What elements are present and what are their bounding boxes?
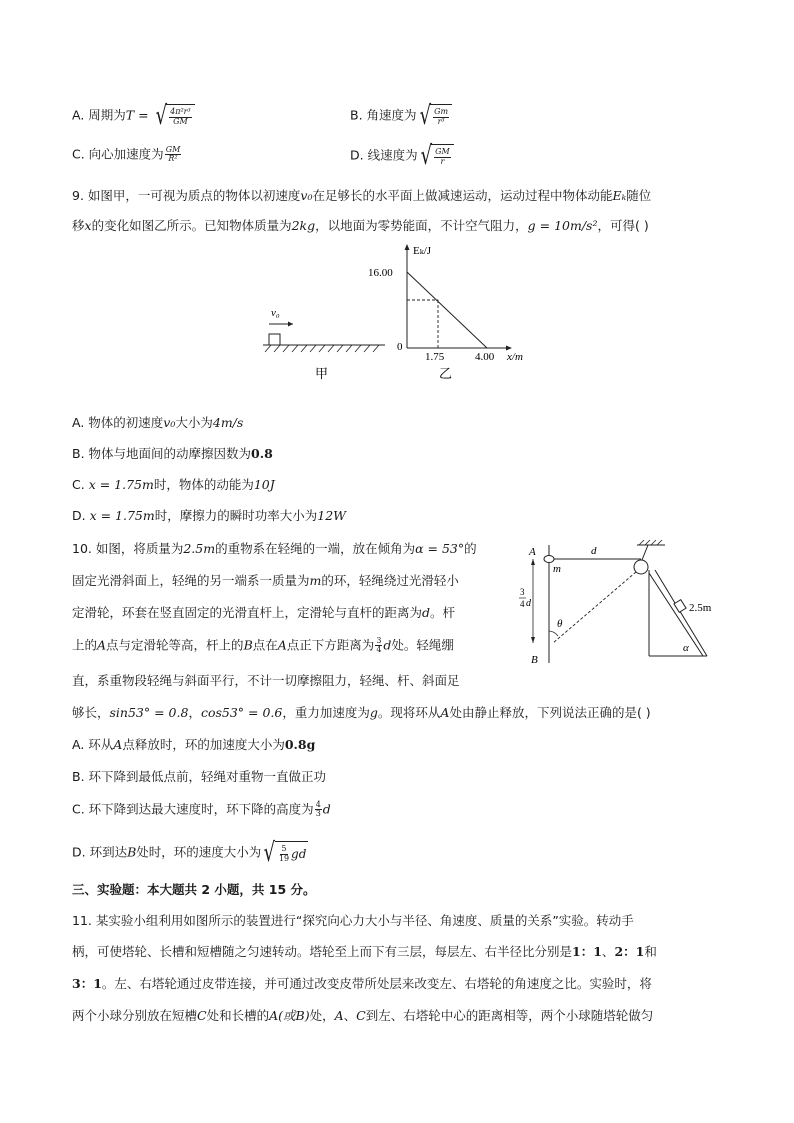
label-A: A <box>529 546 536 558</box>
q9-stem-line1: 9. 如图甲，一可视为质点的物体以初速度v₀在足够长的水平面上做减速运动，运动过程中物体动能Eₖ随位 <box>72 188 652 203</box>
height-num: 3 <box>520 587 525 597</box>
sqrt-expression: √ $\frac{5}{19}$ gd <box>263 838 307 868</box>
rope-to-weight <box>649 573 703 656</box>
q11-stem-line2: 柄，可使塔轮、长槽和短槽随之匀速转动。塔轮至上而下有三层，每层左、右半径比分别是1：1、2：1和 <box>72 944 657 959</box>
pulley-bracket <box>642 545 648 560</box>
figure-jia <box>263 307 385 380</box>
q11-stem-line3: 3：1。左、右塔轮通过皮带连接，并可通过改变皮带所处层来改变左、右塔轮的角速度之比。实验时，将 <box>72 976 652 991</box>
v0-label: v₀ <box>271 307 280 319</box>
sqrt-expression: √ $\frac{GM}{r}$ <box>418 144 454 168</box>
label-B: B <box>531 654 538 666</box>
label-alpha: α <box>683 642 689 654</box>
rope-dashed <box>553 572 636 643</box>
caption-jia: 甲 <box>315 366 329 380</box>
option-8d: D. 线速度为 √ $\frac{GM}{r}$ <box>350 144 454 168</box>
q9-stem-line2: 移x的变化如图乙所示。已知物体质量为2kg，以地面为零势能面，不计空气阻力，g = 10m/s²，可得( ) <box>72 218 649 233</box>
q9-figure <box>255 240 545 380</box>
q9-option-d: D. x = 1.75m时，摩擦力的瞬时功率大小为12W <box>72 508 347 523</box>
q9-option-b: B. 物体与地面间的动摩擦因数为0.8 <box>72 446 273 461</box>
ring <box>544 556 554 563</box>
y-tick-16: 16.00 <box>368 267 393 279</box>
q10-stem-line6: 够长，sin53° = 0.8，cos53° = 0.6，重力加速度为g。现将环从A处由静止释放，下列说法正确的是( ) <box>72 705 651 720</box>
caption-yi: 乙 <box>439 366 453 380</box>
sqrt-expression: √ $\frac{Gm}{\text{r³}}$ <box>417 104 453 128</box>
height-den: 4 <box>520 599 525 609</box>
q10-option-d: D. 环到达B处时，环的速度大小为 √ $\frac{5}{19}$ gd <box>72 838 307 868</box>
q10-figure <box>515 535 745 675</box>
q9-option-a: A. 物体的初速度v₀大小为4m/s <box>72 415 244 430</box>
q11-stem-line4: 两个小球分别放在短槽C处和长槽的A(或B)处，A、C到左、右塔轮中心的距离相等，两个小球随塔轮做匀 <box>72 1008 654 1023</box>
ground-hatch <box>265 345 379 352</box>
section-heading: 三、实验题：本大题共 2 小题，共 15 分。 <box>72 882 316 897</box>
q10-stem-line2: 固定光滑斜面上，轻绳的另一端系一质量为m的环，轻绳绕过光滑轻小 <box>72 573 459 588</box>
q11-stem-line1: 11. 某实验小组利用如图所示的装置进行“探究向心力大小与半径、角速度、质量的关系”实验。转动手 <box>72 913 634 928</box>
q10-stem-line3: 定滑轮，环套在竖直固定的光滑直杆上，定滑轮与直杆的距离为d。杆 <box>72 605 456 620</box>
q9-option-c: C. x = 1.75m时，物体的动能为10J <box>72 477 275 492</box>
q10-stem-line1: 10. 如图，将质量为2.5m的重物系在轻绳的一端，放在倾角为α = 53°的 <box>72 541 477 556</box>
pulley <box>634 560 648 574</box>
label-mass: 2.5m <box>689 602 712 614</box>
figure-yi <box>368 244 523 380</box>
x-tick-400: 4.00 <box>475 351 495 363</box>
q10-stem-line4: 上的A点与定滑轮等高，杆上的B点在A点正下方距离为 $\frac{3}{4}$ d处。轻绳绷 <box>72 636 454 655</box>
q10-stem-line5: 直，系重物段轻绳与斜面平行，不计一切摩擦阻力，轻绳、杆、斜面足 <box>72 673 460 688</box>
label-theta: θ <box>557 618 563 630</box>
theta-arc <box>549 631 558 636</box>
option-8a: A. 周期为T = √ $\frac{\text{4π²r³}}{GM}$ <box>72 104 195 128</box>
q10-option-b: B. 环下降到最低点前，轻绳对重物一直做正功 <box>72 769 327 784</box>
weight-block <box>674 600 686 613</box>
sqrt-expression: √ $\frac{\text{4π²r³}}{GM}$ <box>153 104 195 128</box>
y-axis-label: Eₖ/J <box>413 245 432 257</box>
x-tick-175: 1.75 <box>425 351 445 363</box>
q10-option-c: C. 环下降到达最大速度时，环下降的高度为 $\frac{4}{3}$ d <box>72 800 331 819</box>
height-var: d <box>526 598 531 609</box>
block <box>269 334 280 345</box>
label-m: m <box>553 563 561 575</box>
q10-option-a: A. 环从A点释放时，环的加速度大小为0.8g <box>72 737 316 752</box>
option-8c: C. 向心加速度为 $\frac{GM}{\text{R²}}$ <box>72 145 181 164</box>
label-d: d <box>591 545 597 557</box>
origin-label: 0 <box>397 341 403 353</box>
x-axis-label: x/m <box>507 351 523 363</box>
ceiling-hatch <box>639 540 662 545</box>
option-8b: B. 角速度为 √ $\frac{Gm}{\text{r³}}$ <box>350 104 452 128</box>
ek-line <box>407 272 487 348</box>
